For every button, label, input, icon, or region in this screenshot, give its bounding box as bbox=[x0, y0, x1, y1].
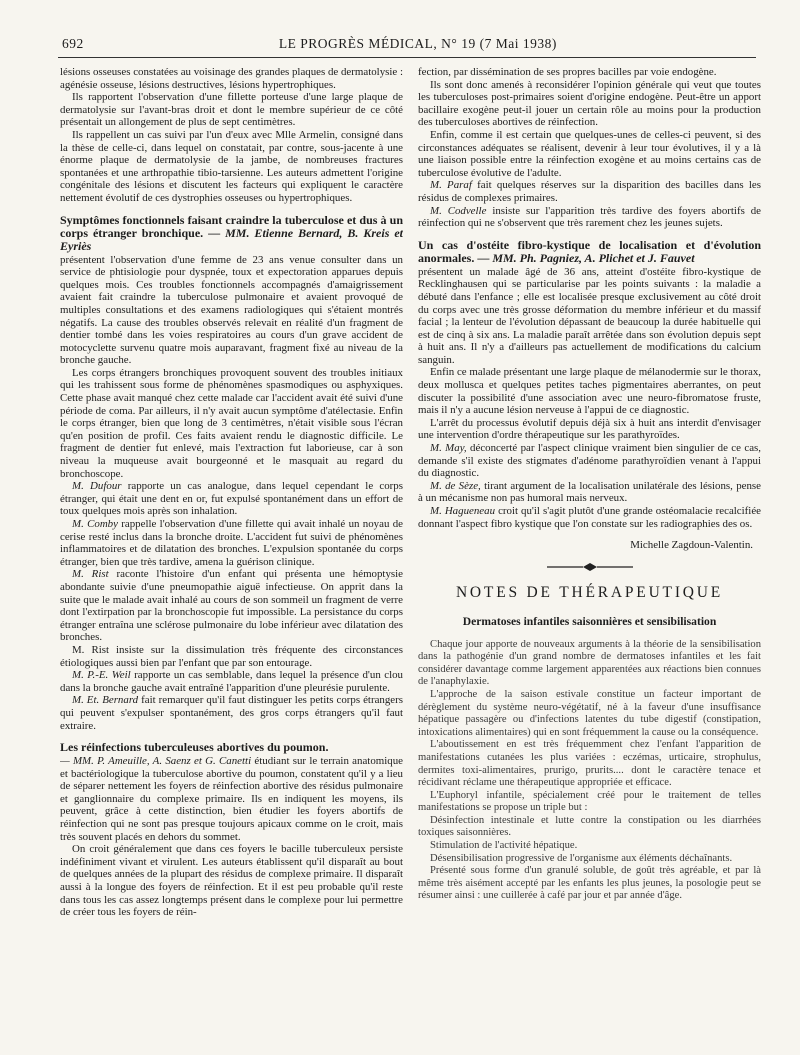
paragraph: L'aboutissement en est très fréquemment chez l'enfant l'apparition de manifestations cutanées les plus variées : eczémas, urticaire, strophulus, dermites toxi-alimentaires, prurigo, prurits.... dont le caractère tenace et récidivant réclame une thérapeutique appropriée et efficace. bbox=[418, 739, 761, 789]
page-header bbox=[62, 34, 752, 54]
section-heading-symptomes: Symptômes fonctionnels faisant craindre la tuberculose et dus à un corps étranger bronchique. — MM. Etienne Bernard, B. Kreis et Eyriès bbox=[60, 212, 403, 253]
paragraph: M. Rist insiste sur la dissimulation très fréquente des circonstances étiologiques aussi bien par l'enfant que par son entourage. bbox=[60, 643, 403, 669]
paragraph: M. Rist raconte l'histoire d'un enfant qui présenta une hémoptysie abondante suivie d'une pneumopathie aiguë infectieuse. On apprit dans la suite que le malade avait inhalé au cours de son sommeil un fragment de verre dont l'extirpation par la bronchoscopie fut impossible. La persistance du corps étranger entraîna une sclérose pulmonaire du lobe inférieur avec dilatation des bronches. bbox=[60, 568, 403, 644]
paragraph: M. May, déconcerté par l'aspect clinique vraiment bien singulier de ce cas, demande s'il existe des stigmates d'adénome parathyroïdien venant à l'appui du diagnostic. bbox=[418, 442, 761, 480]
paragraph: présentent l'observation d'une femme de 23 ans venue consulter dans un service de phtisiologie pour dyspnée, toux et expectoration apparues depuis quelques mois. Ces troubles fonctionnels accompagnés d'amaigrissement avaient fait craindre la tuberculose pulmonaire et avaient provoqué de multiples consultations et des examens radiologiques qui s'étaient montrés négatifs. La cause des troubles observés relevait en réalité d'un fragment de dentier tombé dans les voies respiratoires au cours d'un grave accident de motocyclette survenu quatre mois auparavant, fragment fixé au niveau de la bronche gauche. bbox=[60, 253, 403, 367]
paragraph: Stimulation de l'activité hépatique. bbox=[430, 840, 578, 852]
paragraph: On croit généralement que dans ces foyers le bacille tuberculeux persiste indéfiniment vivant et virulent. Les auteurs établissent qu'il disparaît au bout de quelques années de la plupart des résidus de complexe primaire. Il disparaît aussi à la longue des foyers de réinfection. Et il est peu probable qu'il reste dans tous les cas assez longtemps présent dans le complexe pour lui permettre de créer tous les foyers de réin- bbox=[60, 843, 403, 919]
paragraph: Les corps étrangers bronchiques provoquent souvent des troubles initiaux qui les trahissent sous forme de phénomènes spasmodiques ou asphyxiques. Cette phase avait manqué chez cette malade car l'accident avait été suivi d'une période de coma. Par ailleurs, il n'y avait aucun symptôme d'atélectasie. Enfin le corps étranger, bien que long de 3 centimètres, n'était visible sous l'écran qu'en position de profil. Ces faits avaient rendu le diagnostic difficile. Le fragment de dentier fut enlevé, mais l'extraction fut laborieuse, car à son niveau la muqueuse avait bourgeonné et le masquait au regard du bronchoscope. bbox=[60, 366, 403, 480]
section-heading-osteite: Un cas d'ostéite fibro-kystique de localisation et d'évolution anormales. — MM. Ph. Pagniez, A. Plichet et J. Fauvet bbox=[418, 237, 761, 265]
paragraph: L'Euphoryl infantile, spécialement créé pour le traitement de telles manifestations se propose un triple but : bbox=[418, 789, 761, 814]
paragraph: Enfin, comme il est certain que quelques-unes de celles-ci peuvent, si des circonstances adéquates se réalisent, devenir à leur tour évolutives, il y a là une liaison possible entre la réinfection exogène et au moins certains cas de tuberculose évolutive de l'adulte. bbox=[418, 128, 761, 179]
left-column bbox=[60, 66, 403, 1041]
author-signature: Michelle Zagdoun-Valentin. bbox=[630, 539, 753, 552]
section-title-therapeutique: NOTES DE THÉRAPEUTIQUE bbox=[455, 584, 724, 602]
therapeutic-notes bbox=[418, 639, 761, 903]
right-column bbox=[418, 66, 761, 1041]
header-rule bbox=[58, 57, 756, 58]
paragraph: Enfin ce malade présentant une large plaque de mélanodermie sur le thorax, deux mollusca et quelques petites taches pigmentaires aberrantes, on peut discuter la possibilité d'une association avec une neuro-fibromatose fruste, mais il n'y a aucune lésion nerveuse à l'appui de ce diagnostic. bbox=[418, 366, 761, 417]
page-number: 692 bbox=[62, 36, 84, 51]
paragraph: Présenté sous forme d'un granulé soluble, de goût très agréable, et par là même très aisément accepté par les enfants les plus jeunes, la posologie peut se résumer ainsi : une cuillerée à café par jour et par année d'âge. bbox=[418, 865, 761, 902]
paragraph: M. Et. Bernard fait remarquer qu'il faut distinguer les petits corps étrangers qui peuvent s'expulser spontanément, des gros corps étrangers qu'il faut extraire. bbox=[60, 694, 403, 732]
paragraph: présentent un malade âgé de 36 ans, atteint d'ostéite fibro-kystique de Recklinghausen qui se particularise par les points suivants : la maladie a débuté dans l'enfance ; elle est localisée presque exclusivement au côté droit du corps avec une très grosse déformation du membre inférieur et du massif facial ; la lenteur de l'évolution dépassant de beaucoup la durée habituelle qui est de cinq à six ans. La maladie paraît arrêtée dans son évolution depuis sept à huit ans. Il n'y a d'ailleurs pas actuellement de modifications du calcium sanguin. bbox=[418, 265, 761, 366]
paragraph: M. Hagueneau croit qu'il s'agit plutôt d'une grande ostéomalacie recalcifiée donnant l'aspect fibro kystique que l'on constate sur les radiographies des os. bbox=[418, 505, 761, 530]
article-heading-dermatoses: Dermatoses infantiles saisonnières et sensibilisation bbox=[462, 614, 717, 628]
paragraph: M. Codvelle insiste sur l'apparition très tardive des foyers abortifs de réinfection qui ne s'observent que très rarement chez les jeunes sujets. bbox=[418, 204, 761, 230]
journal-title: LE PROGRÈS MÉDICAL, N° 19 (7 Mai 1938) bbox=[278, 36, 557, 51]
paragraph: M. Comby rappelle l'observation d'une fillette qui avait inhalé un noyau de cerise resté inclus dans la bronche droite. L'accident fut suivi de phénomènes inflammatoires et de dilatation des bronches. L'expulsion spontanée du corps étranger, bien que très tardive, amena la guérison clinique. bbox=[60, 518, 403, 568]
paragraph: L'arrêt du processus évolutif depuis déjà six à huit ans interdit d'envisager une intervention d'ordre thérapeutique sur les parathyroïdes. bbox=[418, 416, 761, 442]
paragraph: M. Paraf fait quelques réserves sur la disparition des bacilles dans les résidus de complexes primaires. bbox=[418, 179, 761, 204]
paragraph: lésions osseuses constatées au voisinage des grandes plaques de dermatolysie : agénésie osseuse, lésions destructives, lésions hypertrophiques. bbox=[60, 66, 403, 91]
paragraph: Ils sont donc amenés à reconsidérer l'opinion générale qui veut que toutes les tuberculoses post-primaires soient d'origine endogène. Peut-être un apport bacillaire exogène peut-il jouer un certain rôle au moins pour la production des tuberculoses abortives de réinfection. bbox=[418, 78, 761, 129]
section-heading-reinfections: Les réinfections tuberculeuses abortives du poumon. bbox=[60, 740, 329, 755]
paragraph: Chaque jour apporte de nouveaux arguments à la théorie de la sensibilisation dans la pathogénie d'un grand nombre de dermatoses infantiles et les fait considérer davantage comme largement apparentées aux réactions bien connues de l'anaphylaxie. bbox=[418, 638, 761, 688]
paragraph: M. Dufour rapporte un cas analogue, dans lequel cependant le corps étranger, qui était une dent en or, fut expulsé spontanément dans un effort de toux quelques mois après son inhalation. bbox=[60, 480, 403, 518]
paragraph: Ils rapportent l'observation d'une fillette porteuse d'une large plaque de dermatolysie sur l'avant-bras droit et dont le membre supérieur de ce côté présentait un allongement de plus de sept centimètres. bbox=[60, 91, 403, 129]
paragraph: Désinfection intestinale et lutte contre la constipation ou les diarrhées toxiques saisonnières. bbox=[418, 814, 761, 839]
ornament-divider-icon bbox=[418, 562, 761, 576]
paragraph: L'approche de la saison estivale constitue un facteur important de dérèglement du système neuro-végétatif, né à la faveur d'une insuffisance hépatique passagère ou d'infections latentes du tube digestif (constipation, intoxications alimentaires) qui en sont fréquemment la cause ou la conséquence. bbox=[418, 688, 761, 738]
paragraph: — MM. P. Ameuille, A. Saenz et G. Canetti étudiant sur le terrain anatomique et bactériologique la tuberculose abortive du poumon, constatent qu'il y a lieu de séparer nettement les foyers de réinfection abortive des résidus pulmonaire et ganglionnaire du complexe primaire. Ils en indiquent les moyens, ils peuvent, grâce à cette distinction, bien étudier les foyers abortifs de réinfection qui ne sont pas presque toujours apicaux comme on le croit, mais très souvent placés en dehors du sommet. bbox=[60, 755, 403, 843]
paragraph: fection, par dissémination de ses propres bacilles par voie endogène. bbox=[418, 66, 717, 78]
paragraph: M. P.-E. Weil rapporte un cas semblable, dans lequel la présence d'un clou dans la bronche gauche avait entraîné l'apparition d'une pleurésie purulente. bbox=[60, 669, 403, 694]
paragraph: Ils rappellent un cas suivi par l'un d'eux avec Mlle Armelin, consigné dans la thèse de celle-ci, dans lequel on constatait, par contre, sous-jacente à une énorme plaque de dermatolysie de la jambe, de nombreuses fractures spontanées et une arthropathie tibio-tarsienne. Les auteurs admettent l'origine congénitale des lésions et discutent les facteurs qui expliquent le caractère nettement évolutif de ces dystrophies osseuses ou hypertrophiques. bbox=[60, 128, 403, 204]
paragraph: Désensibilisation progressive de l'organisme aux éléments déchaînants. bbox=[430, 852, 733, 864]
paragraph: M. de Sèze, tirant argument de la localisation unilatérale des lésions, pense à un mécanisme non pas humoral mais nerveux. bbox=[418, 479, 761, 505]
